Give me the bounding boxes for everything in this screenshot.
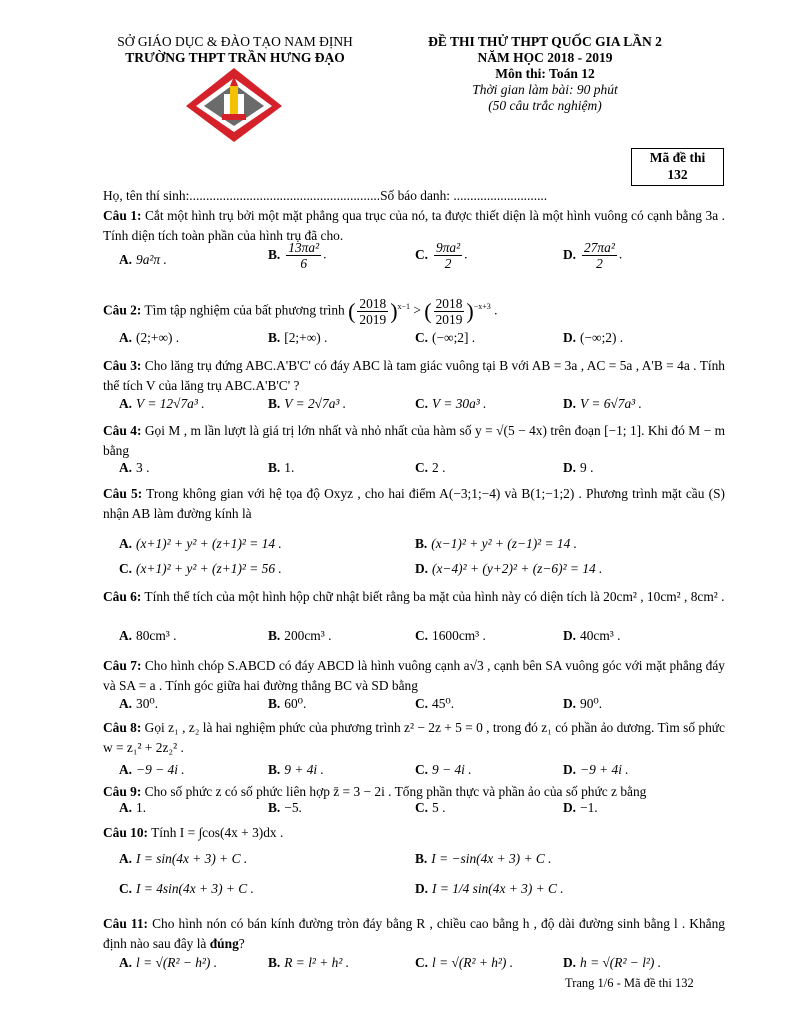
q1-option-d[interactable]: D. $\frac{\text{27πa²}}{2}$ . xyxy=(563,240,623,271)
q10-option-d[interactable]: D. I = 1/4 sin(4x + 3) + C . xyxy=(415,881,564,896)
q6-option-a[interactable]: A. 80cm³ . xyxy=(119,628,177,643)
q4-option-a[interactable]: A. 3 . xyxy=(119,460,150,475)
header-left xyxy=(100,34,370,66)
question-3: Câu 3: Cho lăng trụ đứng ABC.A'B'C' có đáy ABC là tam giác vuông tại B với AB = 3a , AC = 5a , A'B = 4a . Tính thể tích V của lăng trụ ABC.A'B'C' ? xyxy=(103,358,725,393)
exam-format: (50 câu trắc nghiệm) xyxy=(488,98,602,113)
exam-time: Thời gian làm bài: 90 phút xyxy=(472,82,618,97)
q8-option-c[interactable]: C. 9 − 4i . xyxy=(415,762,472,777)
q1-option-a[interactable]: A. 9a²π . xyxy=(119,252,167,267)
q6-option-d[interactable]: D. 40cm³ . xyxy=(563,628,621,643)
q3-option-c[interactable]: C. V = 30a³ . xyxy=(415,396,487,411)
q11-option-d[interactable]: D. h = √(R² − l²) . xyxy=(563,955,662,970)
q1-option-b[interactable]: B. $\frac{\text{13πa²}}{6}$ . xyxy=(268,240,327,271)
q9-option-c[interactable]: C. 5 . xyxy=(415,800,446,815)
student-info-line: Họ, tên thí sinh:.........................................................Số báo danh: ............................ xyxy=(103,188,548,203)
school-logo xyxy=(184,66,284,144)
q7-option-d[interactable]: D. 90⁰. xyxy=(563,696,603,711)
q9-option-a[interactable]: A. 1. xyxy=(119,800,147,815)
q3-option-a[interactable]: A. V = 12√7a³ . xyxy=(119,396,205,411)
q2-option-a[interactable]: A. (2;+∞) . xyxy=(119,330,180,345)
q9-option-d[interactable]: D. −1. xyxy=(563,800,598,815)
q10-option-c[interactable]: C. I = 4sin(4x + 3) + C . xyxy=(119,881,254,896)
q7-option-b[interactable]: B. 60⁰. xyxy=(268,696,307,711)
q10-option-a[interactable]: A. I = sin(4x + 3) + C . xyxy=(119,851,248,866)
q5-option-d[interactable]: D. (x−4)² + (y+2)² + (z−6)² = 14 . xyxy=(415,561,603,576)
q5-option-b[interactable]: B. (x−1)² + y² + (z−1)² = 14 . xyxy=(415,536,578,551)
q6-option-c[interactable]: C. 1600cm³ . xyxy=(415,628,486,643)
q11-option-c[interactable]: C. l = √(R² + h²) . xyxy=(415,955,514,970)
exam-year: NĂM HỌC 2018 - 2019 xyxy=(477,50,613,65)
exam-title: ĐỀ THI THỬ THPT QUỐC GIA LẦN 2 xyxy=(428,34,662,49)
q1-option-c[interactable]: C. $\frac{\text{9πa²}}{2}$ . xyxy=(415,240,468,271)
header-right xyxy=(400,34,690,114)
q6-option-b[interactable]: B. 200cm³ . xyxy=(268,628,332,643)
q11-option-b[interactable]: B. R = l² + h² . xyxy=(268,955,350,970)
question-8: Câu 8: Gọi z₁ , z₂ là hai nghiệm phức của phương trình z² − 2z + 5 = 0 , trong đó z₁ có phần ảo dương. Tìm số phức w = z₁² + 2z₂² . xyxy=(103,720,725,755)
page-footer: Trang 1/6 - Mã đề thi 132 xyxy=(565,976,694,990)
exam-code: 132 xyxy=(667,167,688,182)
q7-option-c[interactable]: C. 45⁰. xyxy=(415,696,455,711)
question-2: Câu 2: Tìm tập nghiệm của bất phương trình ( $\frac{2018}{2019}$ )$^{x-1}$ > ( $\frac{2018}{2019}$ )$^{-x+3}$ . xyxy=(103,296,498,327)
question-4: Câu 4: Gọi M , m lần lượt là giá trị lớn nhất và nhỏ nhất của hàm số y = √(5 − 4x) trên đoạn [−1; 1]. Khi đó M − m bằng xyxy=(103,423,725,458)
exam-code-box xyxy=(631,148,724,186)
exam-code-label: Mã đề thi xyxy=(649,150,706,165)
q2-option-d[interactable]: D. (−∞;2) . xyxy=(563,330,624,345)
q4-option-b[interactable]: B. 1. xyxy=(268,460,295,475)
q8-option-d[interactable]: D. −9 + 4i . xyxy=(563,762,629,777)
q10-option-b[interactable]: B. I = −sin(4x + 3) + C . xyxy=(415,851,552,866)
q3-option-d[interactable]: D. V = 6√7a³ . xyxy=(563,396,642,411)
q3-option-b[interactable]: B. V = 2√7a³ . xyxy=(268,396,347,411)
q8-option-a[interactable]: A. −9 − 4i . xyxy=(119,762,185,777)
q5-option-a[interactable]: A. (x+1)² + y² + (z+1)² = 14 . xyxy=(119,536,282,551)
q4-option-c[interactable]: C. 2 . xyxy=(415,460,446,475)
question-9: Câu 9: Cho số phức z có số phức liên hợp z̄ = 3 − 2i . Tổng phần thực và phần ảo của số phức z bằng xyxy=(103,784,647,799)
q4-option-d[interactable]: D. 9 . xyxy=(563,460,594,475)
school-name: TRƯỜNG THPT TRẦN HƯNG ĐẠO xyxy=(125,50,345,65)
question-7: Câu 7: Cho hình chóp S.ABCD có đáy ABCD là hình vuông cạnh a√3 , cạnh bên SA vuông góc với mặt phẳng đáy và SA = a . Tính góc giữa hai đường thẳng BC và SD bằng xyxy=(103,658,725,693)
exam-subject: Môn thi: Toán 12 xyxy=(495,66,595,81)
q7-option-a[interactable]: A. 30⁰. xyxy=(119,696,159,711)
q2-option-c[interactable]: C. (−∞;2] . xyxy=(415,330,476,345)
q9-option-b[interactable]: B. −5. xyxy=(268,800,302,815)
question-6: Câu 6: Tính thể tích của một hình hộp chữ nhật biết rằng ba mặt của hình này có diện tích là 20cm² , 10cm² , 8cm² . xyxy=(103,589,725,604)
question-1: Câu 1: Cắt một hình trụ bởi một mặt phẳng qua trục của nó, ta được thiết diện là một hình vuông có cạnh bằng 3a . Tính diện tích toàn phần của hình trụ đã cho. xyxy=(103,208,725,243)
q5-option-c[interactable]: C. (x+1)² + y² + (z+1)² = 56 . xyxy=(119,561,282,576)
q8-option-b[interactable]: B. 9 + 4i . xyxy=(268,762,324,777)
question-5: Câu 5: Trong không gian với hệ tọa độ Oxyz , cho hai điểm A(−3;1;−4) và B(1;−1;2) . Phương trình mặt cầu (S) nhận AB làm đường kính là xyxy=(103,486,725,521)
question-10: Câu 10: Tính I = ∫cos(4x + 3)dx . xyxy=(103,825,284,840)
q2-option-b[interactable]: B. [2;+∞) . xyxy=(268,330,328,345)
q11-option-a[interactable]: A. l = √(R² − h²) . xyxy=(119,955,218,970)
question-11: Câu 11: Cho hình nón có bán kính đường tròn đáy bằng R , chiều cao bằng h , độ dài đường sinh bằng l . Khẳng định nào sau đây là đúng? xyxy=(103,916,725,951)
org-name: SỞ GIÁO DỤC & ĐÀO TẠO NAM ĐỊNH xyxy=(117,34,353,49)
